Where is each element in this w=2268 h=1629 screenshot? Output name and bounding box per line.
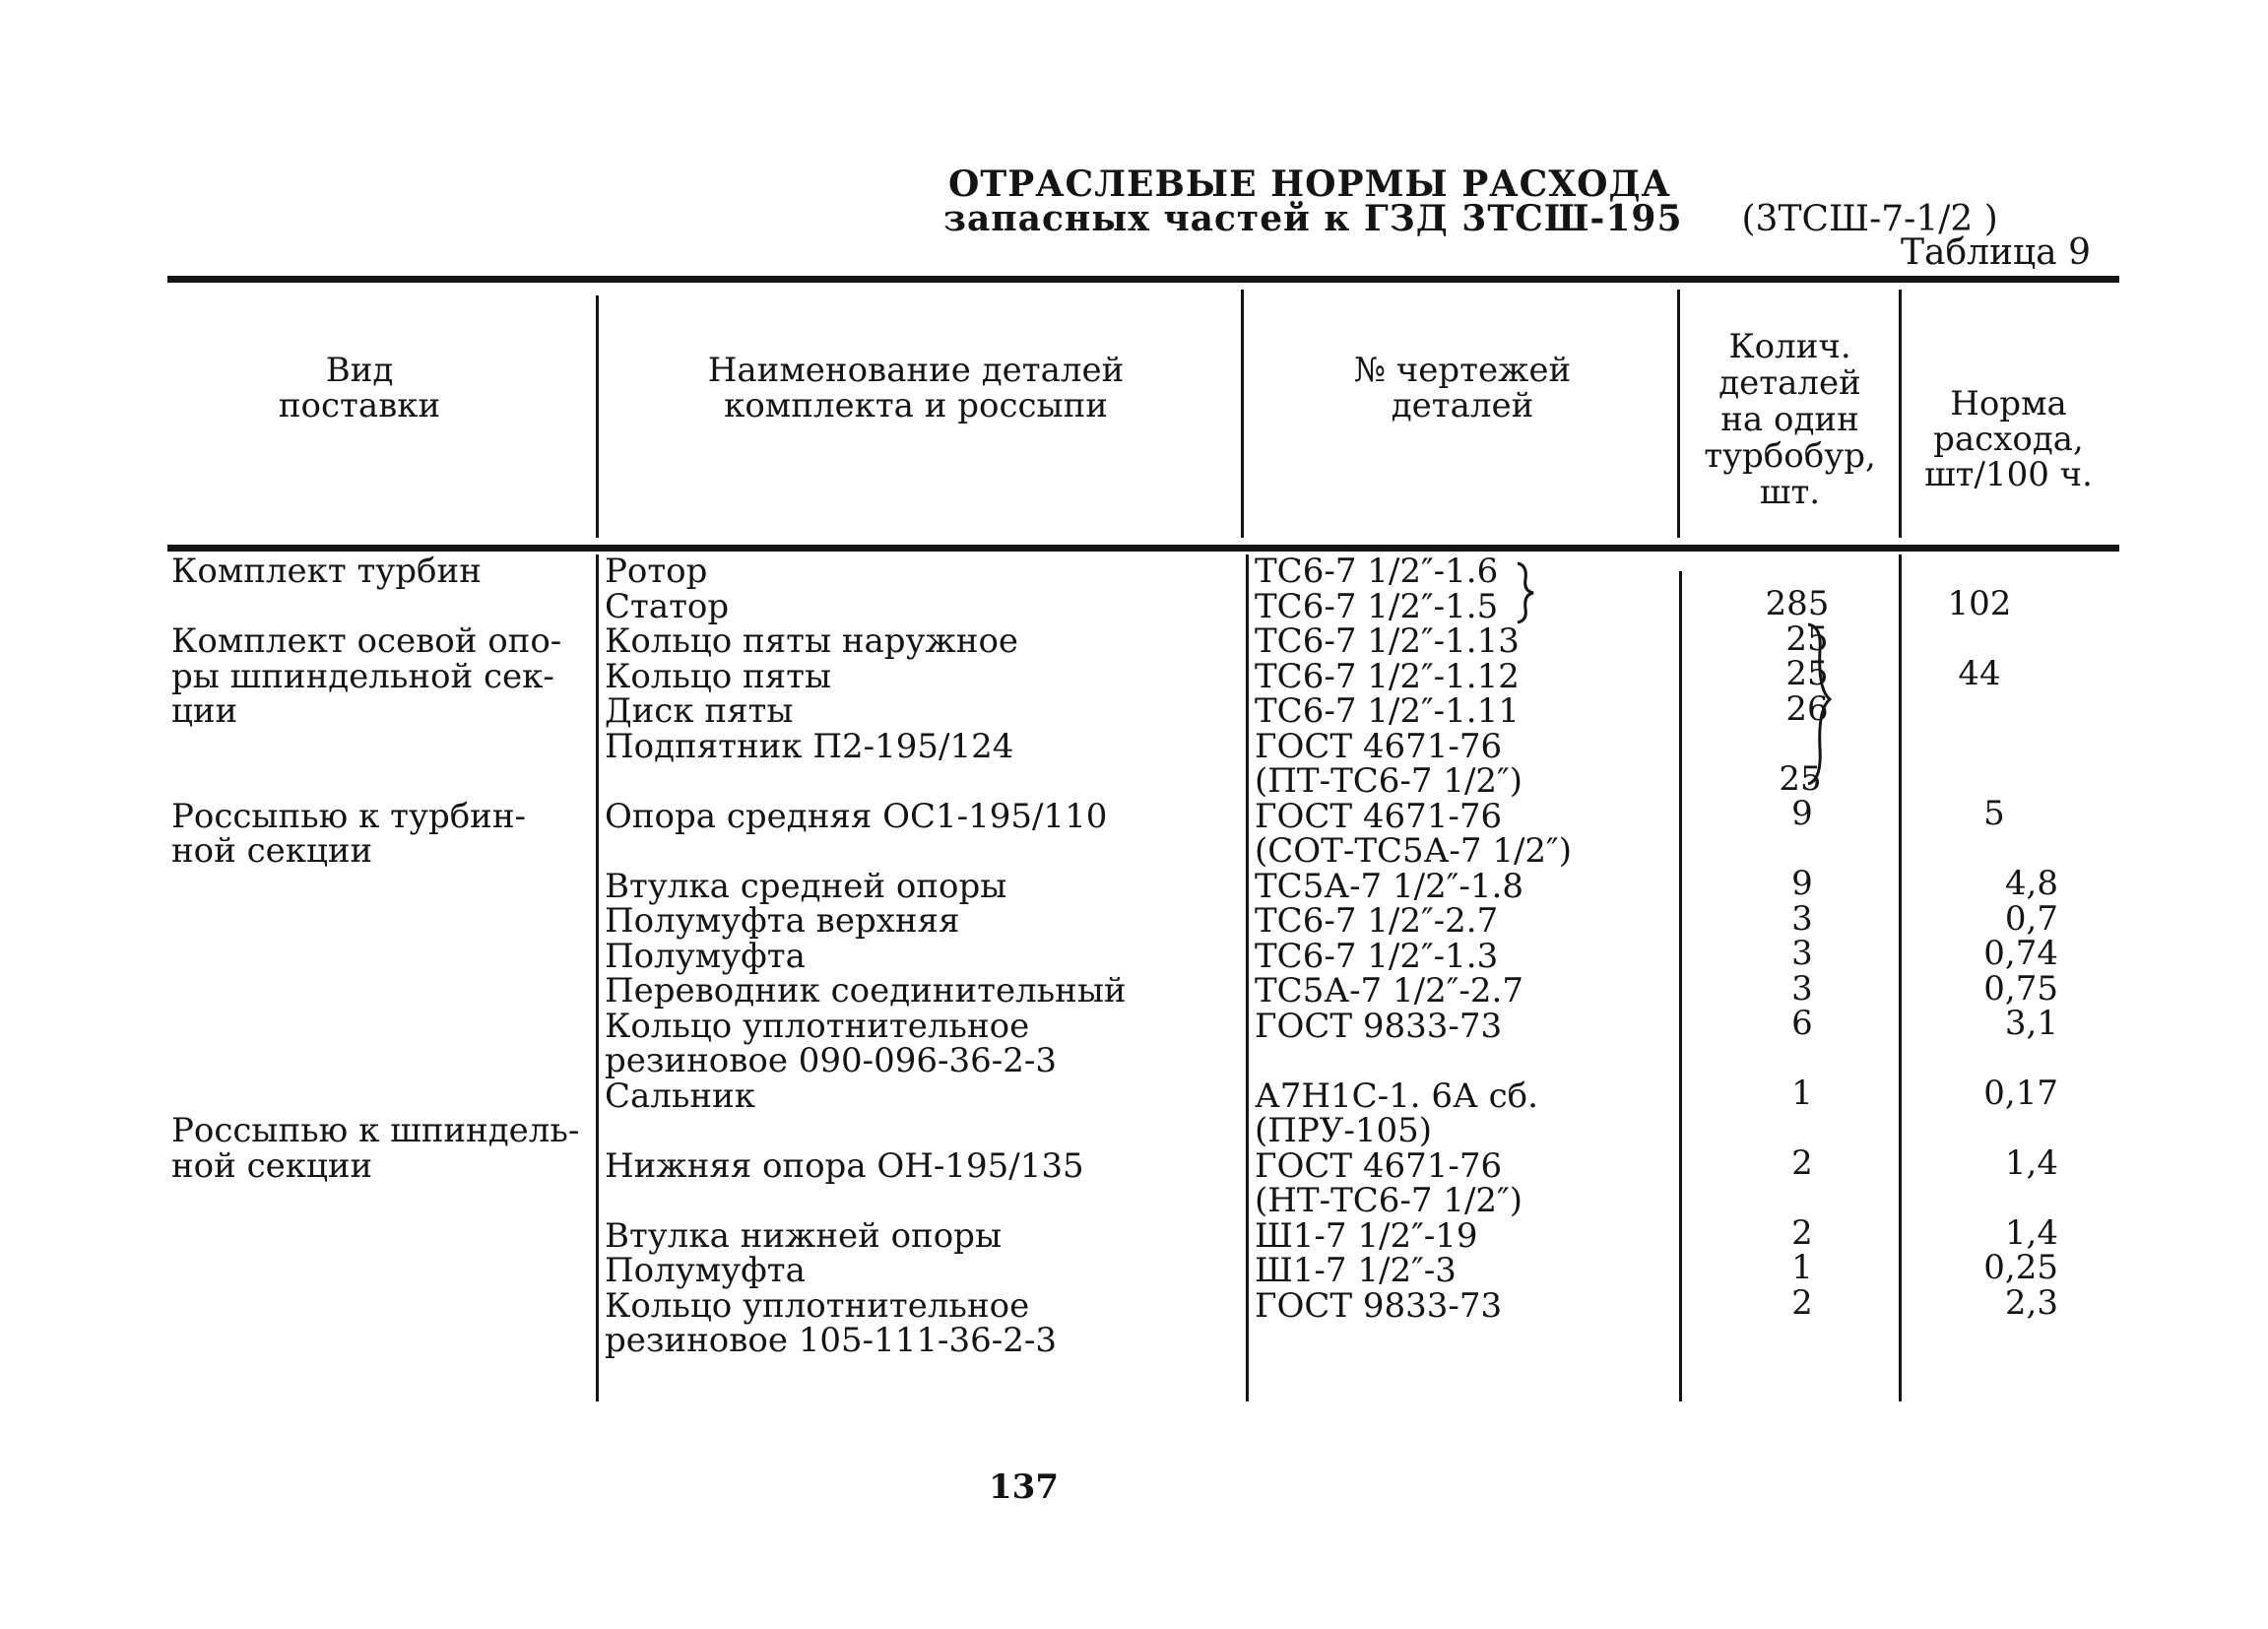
table-cell <box>171 1079 579 1115</box>
table-cell: Комплект турбин <box>171 552 482 591</box>
header-line: расхода, <box>1933 420 2084 459</box>
header-delivery-type <box>197 353 522 424</box>
table-cell: Кольцо уплотнительное <box>605 1006 1030 1046</box>
table-cell: Россыпью к турбин- <box>171 796 526 836</box>
table-cell: ГОСТ 4671-76 <box>1255 1145 1503 1186</box>
table-cell: Нижняя опора ОН-195/135 <box>605 1145 1084 1186</box>
quantity-cell: 9 <box>1791 864 1813 903</box>
table-cell: Ш1-7 1/2″-3 <box>1255 1251 1457 1290</box>
quantity-cell: 1 <box>1791 1074 1813 1113</box>
header-line: Вид <box>325 351 394 390</box>
table-cell <box>171 730 579 765</box>
table-cell: Втулка нижней опоры <box>605 1215 1003 1256</box>
table-cell: Ротор <box>605 552 708 591</box>
rate-cell: 5 <box>1983 794 2005 833</box>
header-line: комплекта и россыпи <box>724 386 1108 425</box>
model-designation: (3ТСШ-7-1/2 ) <box>1741 199 1998 239</box>
table-cell: Кольцо пяты наружное <box>605 621 1019 661</box>
table-cell: (ПТ-ТС6-7 1/2″) <box>1255 761 1523 801</box>
table-cell: ТС6-7 1/2″-1.5 <box>1255 586 1499 626</box>
table-cell: (СОТ-ТС5А-7 1/2″) <box>1255 831 1573 871</box>
table-cell: ТС6-7 1/2″-1.11 <box>1255 691 1520 731</box>
table-cell <box>171 870 579 905</box>
table-cell: Статор <box>605 586 730 626</box>
header-quantity <box>1684 329 1896 511</box>
rate-cell: 4,8 <box>2004 864 2058 903</box>
rate-cell: 0,7 <box>2004 899 2058 939</box>
subtitle-text: запасных частей к ГЗД 3ТСШ-195 <box>943 198 1683 239</box>
header-line: деталей <box>1391 386 1534 425</box>
table-cell <box>171 1044 579 1079</box>
table-cell: ТС6-7 1/2″-2.7 <box>1255 901 1499 941</box>
table-cell: ции <box>171 691 238 731</box>
table-cell: ТС5А-7 1/2″-2.7 <box>1255 971 1523 1010</box>
header-part-name <box>630 353 1201 424</box>
table-cell: Россыпью к шпиндель- <box>171 1111 580 1150</box>
header-line: поставки <box>278 386 441 425</box>
rate-cell: 102 <box>1947 584 2012 623</box>
page-number: 137 <box>989 1467 1059 1507</box>
header-consumption-rate <box>1903 386 2114 492</box>
table-cell: Кольцо уплотнительное <box>605 1285 1030 1326</box>
table-cell: Полумуфта <box>605 1251 806 1290</box>
quantity-cell: 1 <box>1791 1248 1813 1287</box>
document-title: ОТРАСЛЕВЫЕ НОРМЫ РАСХОДА <box>948 163 1671 205</box>
table-cell <box>171 940 579 975</box>
rate-cell: 44 <box>1958 654 2001 693</box>
header-line: деталей <box>1718 363 1861 403</box>
quantity-cell: 2 <box>1791 1283 1813 1323</box>
table-cell: ры шпиндельной сек- <box>171 656 554 696</box>
column-divider-4 <box>1899 290 1902 538</box>
table-cell: (НТ-ТС6-7 1/2″) <box>1255 1181 1523 1220</box>
column-divider-2 <box>1241 290 1244 538</box>
column-divider-3 <box>1677 290 1680 538</box>
quantity-cell: 285 <box>1765 584 1830 623</box>
table-cell: ГОСТ 9833-73 <box>1255 1006 1503 1046</box>
quantity-cell: 2 <box>1791 1213 1813 1253</box>
header-bottom-rule <box>167 545 2119 552</box>
document-subtitle <box>943 198 1998 239</box>
table-cell: Диск пяты <box>605 691 794 731</box>
table-cell: ГОСТ 4671-76 <box>1255 726 1503 766</box>
quantity-cell: 25 <box>1785 619 1829 659</box>
header-drawing-number <box>1270 353 1654 424</box>
table-cell: Кольцо пяты <box>605 656 832 696</box>
table-cell: (ПРУ-105) <box>1255 1111 1433 1150</box>
table-cell <box>171 1010 579 1045</box>
header-line: на один <box>1720 400 1859 439</box>
table-cell: ТС6-7 1/2″-1.6 <box>1255 552 1499 591</box>
body-divider-1 <box>596 554 599 1401</box>
table-cell <box>171 764 579 800</box>
table-cell <box>171 590 579 625</box>
table-cell: Полумуфта <box>605 936 806 976</box>
table-cell <box>1255 1044 1572 1079</box>
body-divider-2 <box>1246 554 1249 1401</box>
table-cell: Полумуфта верхняя <box>605 901 960 941</box>
header-line: Наименование деталей <box>707 351 1125 390</box>
rotor-stator-brace <box>1512 559 1541 626</box>
quantity-cell: 26 <box>1785 689 1829 729</box>
table-cell: Комплект осевой опо- <box>171 621 562 661</box>
table-cell: ной секции <box>171 1145 373 1186</box>
table-cell: А7Н1С-1. 6А сб. <box>1255 1075 1538 1116</box>
rate-cell: 1,4 <box>2004 1213 2058 1253</box>
table-cell: ТС6-7 1/2″-1.12 <box>1255 656 1520 696</box>
quantity-cell: 25 <box>1779 759 1822 799</box>
table-top-rule <box>167 276 2119 283</box>
quantity-cell: 3 <box>1791 934 1813 973</box>
quantity-cell: 3 <box>1791 899 1813 939</box>
table-cell: Подпятник П2-195/124 <box>605 726 1014 766</box>
header-line: Колич. <box>1728 327 1851 366</box>
rate-cell: 0,74 <box>1983 934 2058 973</box>
column-divider-1 <box>596 295 599 538</box>
table-cell <box>605 764 1127 800</box>
table-cell: Опора средняя ОС1-195/110 <box>605 796 1108 836</box>
rate-cell: 0,75 <box>1983 969 2058 1009</box>
table-cell: резиновое 105-111-36-2-3 <box>605 1321 1058 1360</box>
header-line: Норма <box>1950 384 2067 424</box>
body-divider-3 <box>1679 571 1682 1401</box>
rate-cell: 2,3 <box>2004 1283 2058 1323</box>
table-cell: ТС5А-7 1/2″-1.8 <box>1255 866 1523 906</box>
table-cell <box>605 1114 1127 1149</box>
table-cell: Переводник соединительный <box>605 971 1127 1010</box>
table-cell: ТС6-7 1/2″-1.3 <box>1255 936 1499 976</box>
rate-cell: 0,17 <box>1983 1074 2058 1113</box>
rate-cell: 1,4 <box>2004 1143 2058 1183</box>
quantity-cell: 6 <box>1791 1004 1813 1043</box>
thrust-bearing-brace <box>1802 620 1836 788</box>
table-cell: ГОСТ 9833-73 <box>1255 1285 1503 1326</box>
header-line: шт/100 ч. <box>1924 455 2093 494</box>
table-cell <box>605 1184 1127 1219</box>
table-cell: Втулка средней опоры <box>605 866 1007 906</box>
table-cell <box>605 834 1127 870</box>
header-line: шт. <box>1759 473 1821 512</box>
table-cell: ной секции <box>171 831 373 871</box>
quantity-cell: 25 <box>1785 654 1829 693</box>
table-cell: ГОСТ 4671-76 <box>1255 796 1503 836</box>
table-cell: Ш1-7 1/2″-19 <box>1255 1215 1478 1256</box>
delivery-type-column <box>171 554 579 1184</box>
table-cell <box>171 904 579 940</box>
quantity-cell: 3 <box>1791 969 1813 1009</box>
body-divider-4 <box>1899 554 1902 1401</box>
part-name-column <box>605 554 1127 1359</box>
table-cell <box>171 974 579 1010</box>
rate-cell: 0,25 <box>1983 1248 2058 1287</box>
drawing-number-column <box>1255 554 1572 1324</box>
table-number: Таблица 9 <box>1901 232 2091 273</box>
rate-cell: 3,1 <box>2004 1004 2058 1043</box>
table-cell: резиновое 090-096-36-2-3 <box>605 1041 1058 1080</box>
header-line: турбобур, <box>1704 436 1876 476</box>
table-cell: ТС6-7 1/2″-1.13 <box>1255 621 1520 661</box>
table-cell: Сальник <box>605 1075 755 1116</box>
header-line: № чертежей <box>1353 351 1572 390</box>
quantity-cell: 9 <box>1791 794 1813 833</box>
quantity-cell: 2 <box>1791 1143 1813 1183</box>
